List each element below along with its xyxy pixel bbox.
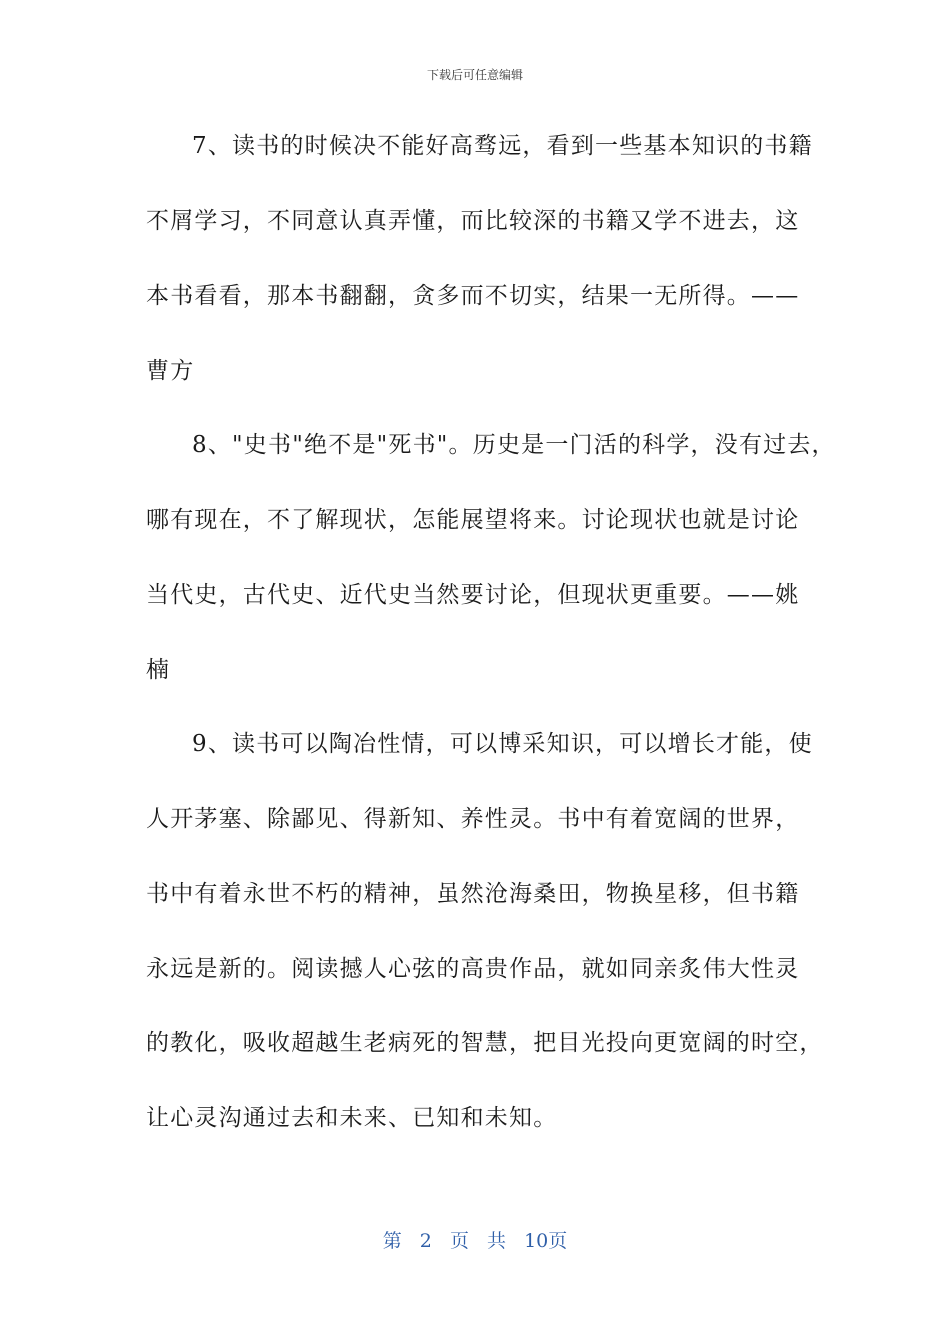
- current-page-number: 2: [419, 1230, 432, 1252]
- text-line: 哪有现在，不了解现状，怎能展望将来。讨论现状也就是讨论: [146, 507, 800, 533]
- text-line: 书中有着永世不朽的精神，虽然沧海桑田，物换星移，但书籍: [146, 881, 800, 907]
- footer-word-of: 页: [449, 1230, 469, 1252]
- text-line: 8、"史书"绝不是"死书"。历史是一门活的科学，没有过去，: [192, 432, 836, 458]
- text-line: 不屑学习，不同意认真弄懂，而比较深的书籍又学不进去，这: [146, 208, 800, 234]
- text-line: 的教化，吸收超越生老病死的智慧，把目光投向更宽阔的时空，: [146, 1030, 824, 1056]
- text-line: 9、读书可以陶冶性情，可以博采知识，可以增长才能，使: [192, 731, 813, 757]
- page-number-footer: [0, 1226, 950, 1253]
- text-line: 楠: [146, 657, 171, 683]
- text-line: 当代史，古代史、近代史当然要讨论，但现状更重要。——姚: [146, 582, 800, 608]
- page-header: 下载后可任意编辑: [426, 68, 523, 82]
- text-line: 永远是新的。阅读撼人心弦的高贵作品，就如同亲炙伟大性灵: [146, 956, 800, 982]
- text-line: 7、读书的时候决不能好高骛远，看到一些基本知识的书籍: [192, 133, 813, 159]
- text-line: 人开茅塞、除鄙见、得新知、养性灵。书中有着宽阔的世界，: [146, 806, 800, 832]
- footer-word-total: 共: [487, 1230, 507, 1252]
- text-line: 本书看看，那本书翻翻，贪多而不切实，结果一无所得。——: [146, 283, 800, 309]
- footer-word-page: 第: [382, 1230, 402, 1252]
- text-line: 让心灵沟通过去和未来、已知和未知。: [146, 1105, 558, 1131]
- total-pages: 10页: [524, 1230, 568, 1252]
- text-line: 曹方: [146, 358, 195, 384]
